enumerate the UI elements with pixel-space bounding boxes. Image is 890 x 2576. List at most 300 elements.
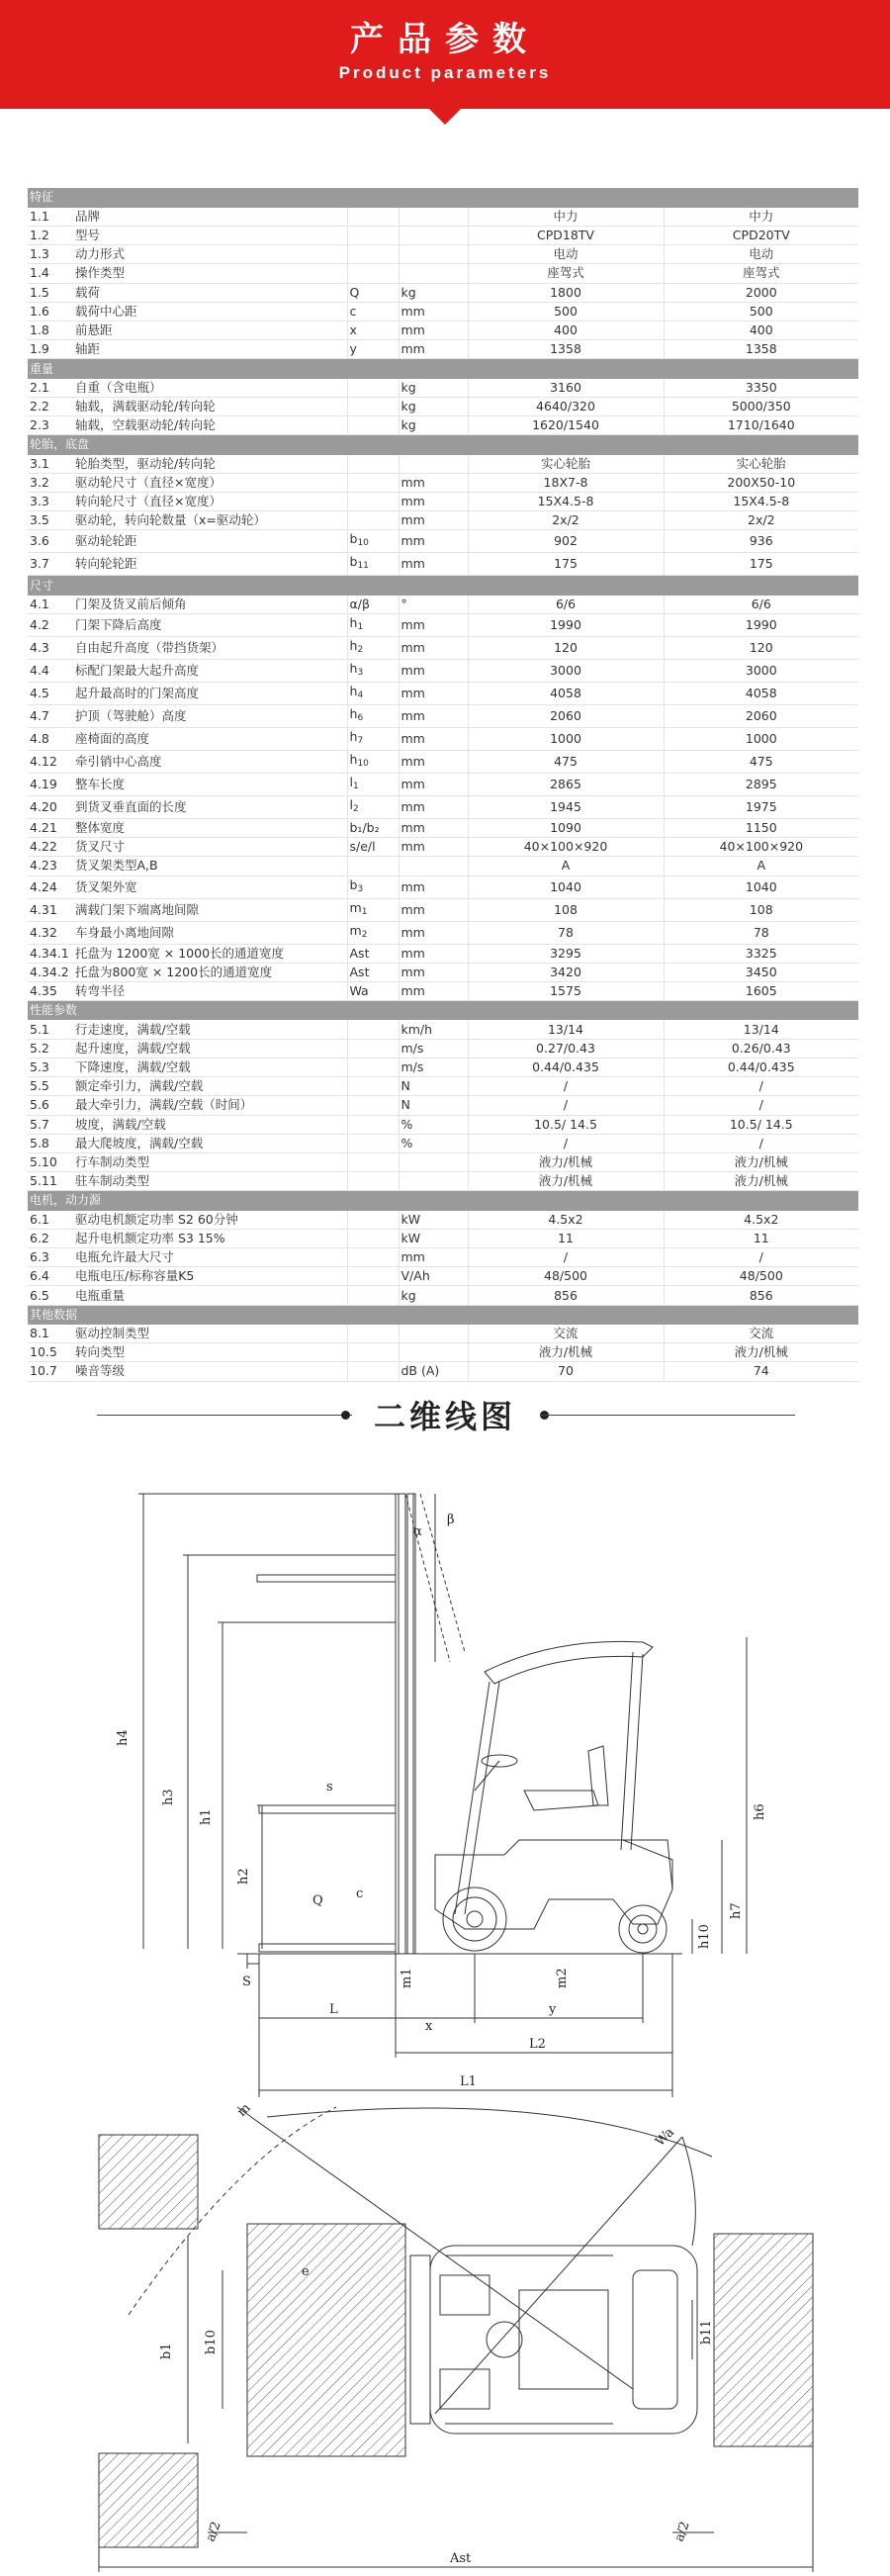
table-row <box>28 1077 858 1096</box>
top-view-labels <box>159 2101 714 2566</box>
param-number: 5.11 <box>28 1172 73 1191</box>
table-row <box>28 454 858 473</box>
value-model-1: 108 <box>468 898 664 921</box>
table-row <box>28 773 858 795</box>
value-model-1: 48/500 <box>468 1267 664 1286</box>
label-m1: m1 <box>400 1968 414 1988</box>
param-name: 轴载，空载驱动轮/转向轮 <box>73 416 347 435</box>
label-b1: b1 <box>159 2343 174 2359</box>
param-unit <box>399 245 468 264</box>
param-number: 1.8 <box>28 322 73 340</box>
value-model-2: 13/14 <box>664 1020 858 1039</box>
label-s: s <box>326 1780 333 1794</box>
label-beta: β <box>447 1513 455 1527</box>
table-row <box>28 898 858 921</box>
value-model-2: 2000 <box>664 283 858 302</box>
param-unit <box>399 1172 468 1191</box>
value-model-2: 475 <box>664 750 858 773</box>
param-symbol <box>347 226 399 244</box>
table-row <box>28 1324 858 1342</box>
param-name: 驱动轮尺寸（直径×宽度） <box>73 473 347 492</box>
value-model-1: 3295 <box>468 944 664 963</box>
param-symbol <box>347 493 399 511</box>
param-name: 转向轮尺寸（直径×宽度） <box>73 493 347 511</box>
param-unit: mm <box>399 1248 468 1267</box>
label-b11: b11 <box>699 2320 714 2345</box>
value-model-1: / <box>468 1096 664 1115</box>
param-unit: dB (A) <box>399 1362 468 1381</box>
table-row <box>28 1115 858 1134</box>
label-Q: Q <box>312 1893 323 1908</box>
param-unit: mm <box>399 704 468 727</box>
param-number: 4.34.2 <box>28 963 73 981</box>
table-section-row <box>28 576 858 595</box>
param-unit: mm <box>399 473 468 492</box>
param-number: 4.3 <box>28 636 73 659</box>
value-model-2: 液力/机械 <box>664 1343 858 1362</box>
parameter-table <box>28 188 858 1382</box>
value-model-2: 6/6 <box>664 595 858 613</box>
param-number: 6.3 <box>28 1248 73 1267</box>
param-number: 4.23 <box>28 857 73 875</box>
param-symbol <box>347 898 399 921</box>
param-name: 驱动轮，转向轮数量（x=驱动轮） <box>73 511 347 530</box>
param-unit: mm <box>399 750 468 773</box>
param-name: 托盘为800宽 × 1200长的通道宽度 <box>73 963 347 981</box>
param-symbol <box>347 397 399 415</box>
value-model-2: 120 <box>664 636 858 659</box>
param-unit <box>399 264 468 283</box>
param-number: 4.4 <box>28 659 73 682</box>
table-row <box>28 613 858 636</box>
diagram-heading <box>0 1390 890 1439</box>
param-number: 4.32 <box>28 921 73 944</box>
param-symbol <box>347 530 399 553</box>
param-symbol <box>347 613 399 636</box>
param-number: 1.2 <box>28 226 73 244</box>
label-c: c <box>356 1886 364 1901</box>
param-name: 前悬距 <box>73 322 347 340</box>
value-model-2: 3325 <box>664 944 858 963</box>
param-number: 3.3 <box>28 493 73 511</box>
param-number: 6.4 <box>28 1267 73 1286</box>
value-model-2: 15X4.5-8 <box>664 493 858 511</box>
value-model-2: 936 <box>664 530 858 553</box>
param-number: 4.12 <box>28 750 73 773</box>
value-model-2: 交流 <box>664 1324 858 1342</box>
param-symbol <box>347 1020 399 1039</box>
value-model-1: 液力/机械 <box>468 1343 664 1362</box>
label-Wa: Wa <box>653 2125 677 2150</box>
section-label: 重量 <box>28 359 858 378</box>
param-name: 座椅面的高度 <box>73 727 347 750</box>
param-symbol <box>347 727 399 750</box>
param-unit: m/s <box>399 1058 468 1076</box>
value-model-1: 液力/机械 <box>468 1172 664 1191</box>
value-model-1: 1000 <box>468 727 664 750</box>
value-model-1: / <box>468 1134 664 1152</box>
param-unit: N <box>399 1096 468 1115</box>
forklift-drawings <box>0 1464 890 2576</box>
param-symbol <box>347 473 399 492</box>
value-model-2: 1358 <box>664 340 858 359</box>
param-symbol <box>347 1152 399 1171</box>
symbol-subscript: 10 <box>357 538 369 549</box>
param-number: 1.3 <box>28 245 73 264</box>
param-name: 自由起升高度（带挡货架） <box>73 636 347 659</box>
param-symbol <box>347 378 399 397</box>
table-row <box>28 1134 858 1152</box>
param-symbol <box>347 207 399 226</box>
value-model-2: 中力 <box>664 207 858 226</box>
value-model-2: 175 <box>664 553 858 576</box>
value-model-2: 74 <box>664 1362 858 1381</box>
table-row <box>28 981 858 1000</box>
param-symbol: s/e/l <box>347 838 399 857</box>
param-name: 驱动轮轮距 <box>73 530 347 553</box>
param-symbol: y <box>347 340 399 359</box>
param-symbol <box>347 857 399 875</box>
param-unit: mm <box>399 818 468 837</box>
value-model-1: 3160 <box>468 378 664 397</box>
value-model-2: 78 <box>664 921 858 944</box>
param-number: 4.7 <box>28 704 73 727</box>
param-symbol: x <box>347 322 399 340</box>
value-model-1: 2060 <box>468 704 664 727</box>
param-symbol: Ast <box>347 944 399 963</box>
param-unit: mm <box>399 302 468 321</box>
value-model-1: 6/6 <box>468 595 664 613</box>
table-row <box>28 493 858 511</box>
param-symbol <box>347 1172 399 1191</box>
param-symbol <box>347 1343 399 1362</box>
table-row <box>28 944 858 963</box>
label-Ast: Ast <box>450 2551 472 2566</box>
param-number: 3.7 <box>28 553 73 576</box>
param-name: 轴载，满载驱动轮/转向轮 <box>73 397 347 415</box>
table-row <box>28 636 858 659</box>
symbol-base: h <box>349 705 358 721</box>
label-h7: h7 <box>729 1902 744 1919</box>
param-number: 4.2 <box>28 613 73 636</box>
param-unit <box>399 207 468 226</box>
symbol-base: l <box>349 774 353 789</box>
label-y: y <box>549 2002 557 2017</box>
value-model-1: 400 <box>468 322 664 340</box>
heading-line-left <box>97 1415 352 1416</box>
value-model-1: 1090 <box>468 818 664 837</box>
param-number: 3.2 <box>28 473 73 492</box>
value-model-1: 4058 <box>468 682 664 704</box>
value-model-1: 4640/320 <box>468 397 664 415</box>
param-number: 2.1 <box>28 378 73 397</box>
table-row <box>28 340 858 359</box>
param-unit: N <box>399 1077 468 1096</box>
param-symbol <box>347 704 399 727</box>
param-symbol <box>347 264 399 283</box>
value-model-2: 3000 <box>664 659 858 682</box>
label-h2: h2 <box>236 1868 251 1885</box>
param-symbol <box>347 750 399 773</box>
table-row <box>28 838 858 857</box>
value-model-1: 120 <box>468 636 664 659</box>
value-model-1: 40×100×920 <box>468 838 664 857</box>
value-model-1: / <box>468 1077 664 1096</box>
param-name: 品牌 <box>73 207 347 226</box>
value-model-2: 5000/350 <box>664 397 858 415</box>
param-symbol <box>347 1096 399 1115</box>
param-unit: kW <box>399 1229 468 1247</box>
param-symbol <box>347 416 399 435</box>
table-row <box>28 1020 858 1039</box>
symbol-base: h <box>349 637 358 653</box>
param-name: 转向类型 <box>73 1343 347 1362</box>
label-x: x <box>425 2019 433 2034</box>
table-row <box>28 857 858 875</box>
side-view-drawing <box>138 1494 747 2097</box>
param-symbol <box>347 1077 399 1096</box>
label-h10: h10 <box>697 1924 712 1949</box>
table-row <box>28 595 858 613</box>
param-name: 行走速度，满载/空载 <box>73 1020 347 1039</box>
value-model-2: 1710/1640 <box>664 416 858 435</box>
value-model-1: 13/14 <box>468 1020 664 1039</box>
param-name: 驱动电机额定功率 S2 60分钟 <box>73 1210 347 1229</box>
param-unit: mm <box>399 898 468 921</box>
value-model-1: CPD18TV <box>468 226 664 244</box>
value-model-2: 座驾式 <box>664 264 858 283</box>
value-model-2: 3450 <box>664 963 858 981</box>
table-row <box>28 1096 858 1115</box>
param-unit: mm <box>399 636 468 659</box>
param-symbol <box>347 553 399 576</box>
symbol-base: l <box>349 796 353 812</box>
table-row <box>28 1058 858 1076</box>
param-unit: mm <box>399 727 468 750</box>
param-name: 门架下降后高度 <box>73 613 347 636</box>
param-symbol: b₁/b₂ <box>347 818 399 837</box>
param-name: 起升最高时的门架高度 <box>73 682 347 704</box>
table-section-row <box>28 1001 858 1020</box>
value-model-2: 1990 <box>664 613 858 636</box>
value-model-2: 1975 <box>664 795 858 818</box>
param-number: 10.7 <box>28 1362 73 1381</box>
param-symbol <box>347 511 399 530</box>
value-model-2: / <box>664 1077 858 1096</box>
param-unit: mm <box>399 553 468 576</box>
value-model-1: 中力 <box>468 207 664 226</box>
value-model-1: 902 <box>468 530 664 553</box>
table-row <box>28 1362 858 1381</box>
label-m2: m2 <box>555 1968 570 1988</box>
table-row <box>28 818 858 837</box>
param-symbol: c <box>347 302 399 321</box>
param-name: 满载门架下端离地间隙 <box>73 898 347 921</box>
label-a2-left: a/2 <box>203 2520 224 2544</box>
value-model-2: 1150 <box>664 818 858 837</box>
param-name: 最大爬坡度，满载/空载 <box>73 1134 347 1152</box>
value-model-1: 15X4.5-8 <box>468 493 664 511</box>
param-name: 轮胎类型，驱动轮/转向轮 <box>73 454 347 473</box>
value-model-2: 856 <box>664 1286 858 1305</box>
value-model-2: 500 <box>664 302 858 321</box>
symbol-subscript: 11 <box>357 561 369 572</box>
param-symbol <box>347 875 399 898</box>
param-name: 转向轮轮距 <box>73 553 347 576</box>
param-number: 5.2 <box>28 1039 73 1058</box>
param-number: 5.10 <box>28 1152 73 1171</box>
param-number: 6.2 <box>28 1229 73 1247</box>
param-number: 6.1 <box>28 1210 73 1229</box>
value-model-2: / <box>664 1134 858 1152</box>
param-unit: % <box>399 1134 468 1152</box>
param-number: 4.1 <box>28 595 73 613</box>
param-symbol <box>347 921 399 944</box>
section-label: 其他数据 <box>28 1305 858 1324</box>
symbol-subscript: 3 <box>357 883 364 894</box>
param-unit: mm <box>399 963 468 981</box>
value-model-2: 1040 <box>664 875 858 898</box>
param-unit: kg <box>399 416 468 435</box>
table-row <box>28 682 858 704</box>
side-view-labels <box>116 1513 767 2089</box>
value-model-1: 液力/机械 <box>468 1152 664 1171</box>
param-symbol <box>347 1229 399 1247</box>
param-name: 轴距 <box>73 340 347 359</box>
param-symbol <box>347 1324 399 1342</box>
table-row <box>28 530 858 553</box>
param-name: 最大牵引力，满载/空载（时间） <box>73 1096 347 1115</box>
value-model-1: 2865 <box>468 773 664 795</box>
param-unit: mm <box>399 530 468 553</box>
value-model-1: 10.5/ 14.5 <box>468 1115 664 1134</box>
value-model-2: 48/500 <box>664 1267 858 1286</box>
table-row <box>28 750 858 773</box>
label-e: e <box>302 2264 310 2279</box>
param-unit: kW <box>399 1210 468 1229</box>
param-number: 5.8 <box>28 1134 73 1152</box>
param-unit <box>399 1343 468 1362</box>
param-number: 4.24 <box>28 875 73 898</box>
label-h6: h6 <box>753 1803 767 1820</box>
param-symbol: Q <box>347 283 399 302</box>
param-unit <box>399 1152 468 1171</box>
table-row <box>28 659 858 682</box>
table-row <box>28 1229 858 1247</box>
param-name: 载荷 <box>73 283 347 302</box>
label-h1: h1 <box>199 1808 214 1825</box>
param-name: 起升速度，满载/空载 <box>73 1039 347 1058</box>
param-symbol <box>347 1039 399 1058</box>
parameter-table-body <box>28 188 858 1381</box>
param-number: 5.3 <box>28 1058 73 1076</box>
symbol-subscript: 1 <box>352 781 359 791</box>
value-model-1: 1990 <box>468 613 664 636</box>
symbol-subscript: 4 <box>357 690 364 700</box>
param-number: 5.6 <box>28 1096 73 1115</box>
param-name: 型号 <box>73 226 347 244</box>
param-number: 2.2 <box>28 397 73 415</box>
table-row <box>28 473 858 492</box>
param-number: 4.5 <box>28 682 73 704</box>
param-unit: mm <box>399 795 468 818</box>
table-section-row <box>28 1305 858 1324</box>
value-model-1: 856 <box>468 1286 664 1305</box>
value-model-2: / <box>664 1096 858 1115</box>
section-label: 性能参数 <box>28 1001 858 1020</box>
param-number: 3.5 <box>28 511 73 530</box>
value-model-1: 4.5x2 <box>468 1210 664 1229</box>
value-model-1: 70 <box>468 1362 664 1381</box>
value-model-2: A <box>664 857 858 875</box>
heading-dot-left <box>341 1411 350 1420</box>
param-name: 电瓶允许最大尺寸 <box>73 1248 347 1267</box>
param-symbol <box>347 1286 399 1305</box>
value-model-2: 200X50-10 <box>664 473 858 492</box>
table-row <box>28 245 858 264</box>
param-symbol <box>347 1362 399 1381</box>
param-name: 电瓶重量 <box>73 1286 347 1305</box>
table-row <box>28 397 858 415</box>
table-row <box>28 1210 858 1229</box>
param-unit: kg <box>399 1286 468 1305</box>
header-banner <box>0 0 890 137</box>
value-model-1: 1945 <box>468 795 664 818</box>
param-number: 4.8 <box>28 727 73 750</box>
param-unit: mm <box>399 981 468 1000</box>
param-symbol: Ast <box>347 963 399 981</box>
table-row <box>28 1248 858 1267</box>
symbol-base: h <box>349 728 358 744</box>
value-model-1: 500 <box>468 302 664 321</box>
label-h4: h4 <box>116 1729 131 1746</box>
value-model-2: 1605 <box>664 981 858 1000</box>
param-number: 4.22 <box>28 838 73 857</box>
table-row <box>28 226 858 244</box>
label-S: S <box>242 1975 251 1989</box>
param-number: 4.34.1 <box>28 944 73 963</box>
value-model-1: 3420 <box>468 963 664 981</box>
table-row <box>28 511 858 530</box>
param-name: 起升电机额定功率 S3 15% <box>73 1229 347 1247</box>
value-model-1: A <box>468 857 664 875</box>
param-number: 5.5 <box>28 1077 73 1096</box>
param-name: 下降速度，满载/空载 <box>73 1058 347 1076</box>
param-number: 2.3 <box>28 416 73 435</box>
label-L1: L1 <box>460 2074 477 2089</box>
param-symbol <box>347 1115 399 1134</box>
param-unit: kg <box>399 378 468 397</box>
param-unit <box>399 226 468 244</box>
param-unit: mm <box>399 322 468 340</box>
table-row <box>28 1152 858 1171</box>
param-unit: mm <box>399 838 468 857</box>
table-row <box>28 727 858 750</box>
value-model-1: 1620/1540 <box>468 416 664 435</box>
param-name: 驱动控制类型 <box>73 1324 347 1342</box>
param-number: 4.31 <box>28 898 73 921</box>
param-number: 8.1 <box>28 1324 73 1342</box>
param-number: 4.35 <box>28 981 73 1000</box>
param-name: 噪音等级 <box>73 1362 347 1381</box>
param-symbol <box>347 1248 399 1267</box>
param-symbol <box>347 682 399 704</box>
param-unit: m/s <box>399 1039 468 1058</box>
param-unit <box>399 857 468 875</box>
param-unit: mm <box>399 659 468 682</box>
param-unit: ° <box>399 595 468 613</box>
value-model-1: 座驾式 <box>468 264 664 283</box>
